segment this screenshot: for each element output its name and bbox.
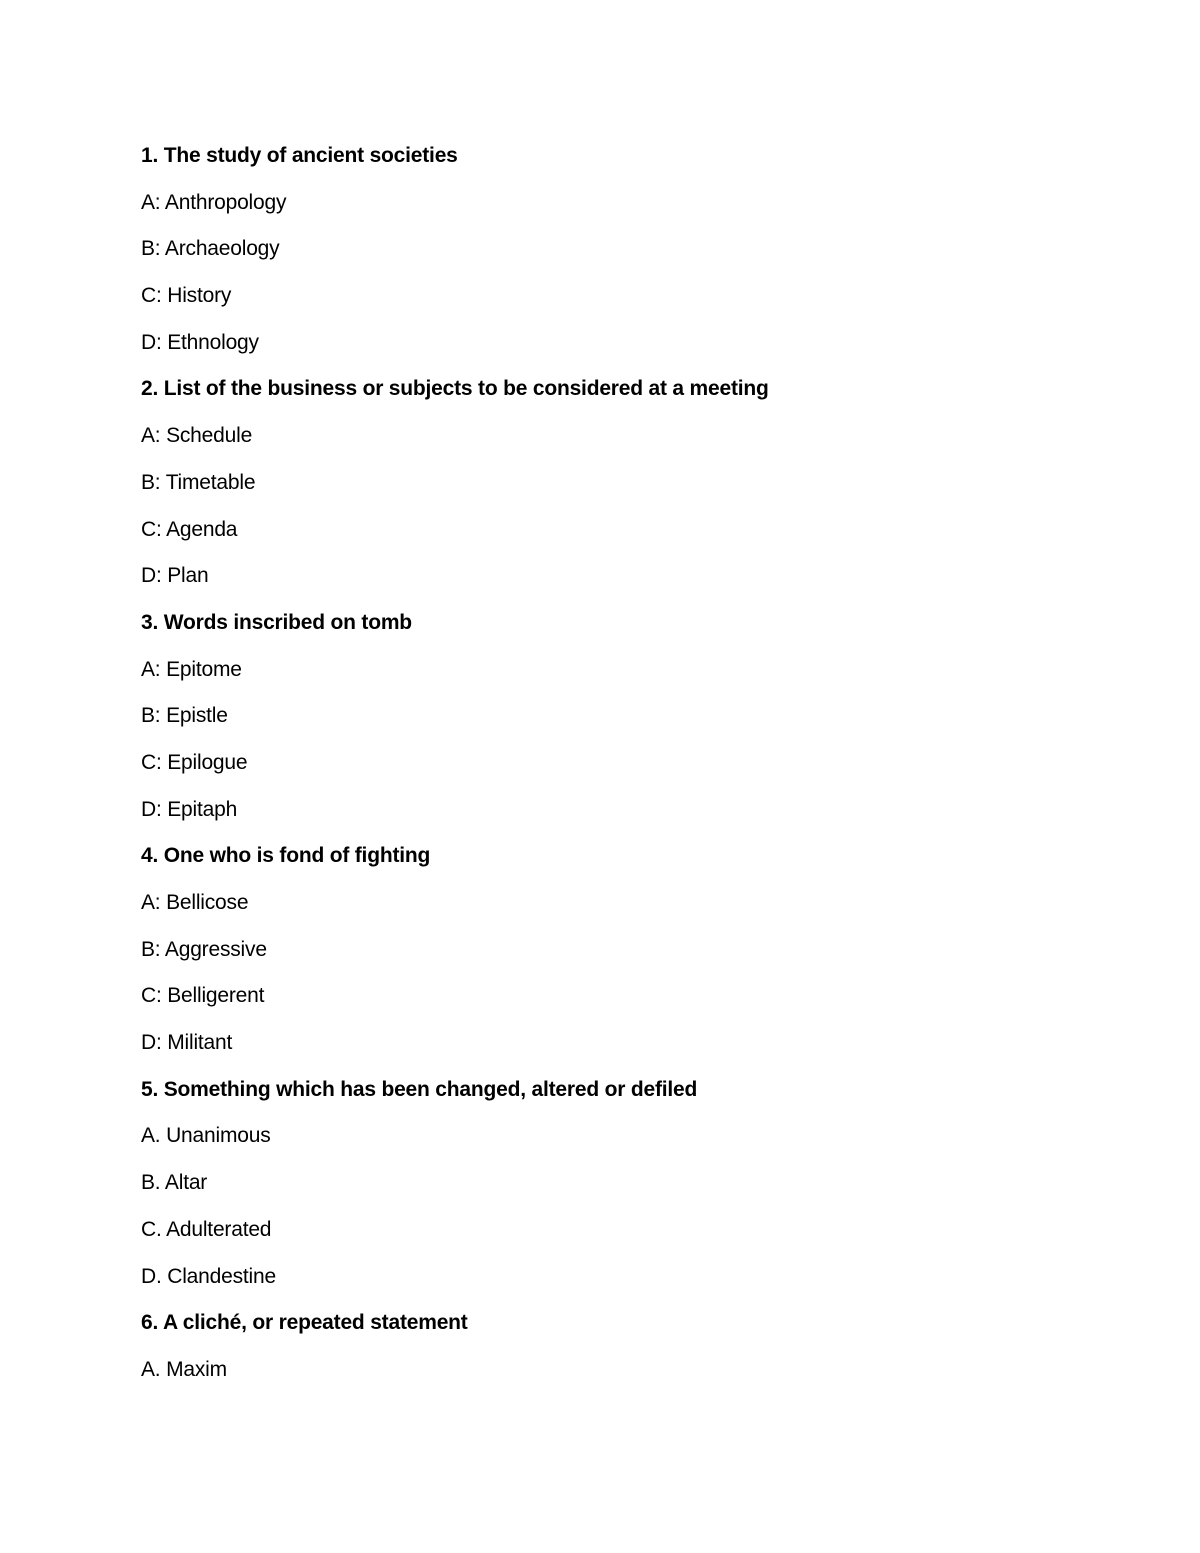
quiz-content <box>141 140 1101 1401</box>
question-4-option-c: C: Belligerent <box>141 984 265 1008</box>
question-5-option-d: D. Clandestine <box>141 1264 276 1288</box>
question-5-text: 5. Something which has been changed, altered or defiled <box>141 1077 698 1101</box>
question-3-option-a: A: Epitome <box>141 657 242 681</box>
question-6-text: 6. A cliché, or repeated statement <box>141 1311 468 1335</box>
question-3-option-c: C: Epilogue <box>141 750 248 774</box>
question-5-option-a: A. Unanimous <box>141 1124 271 1148</box>
question-1-option-b: B: Archaeology <box>141 237 280 261</box>
question-1-option-a: A: Anthropology <box>141 190 287 214</box>
question-2-option-c: C: Agenda <box>141 517 238 541</box>
question-2-option-a: A: Schedule <box>141 424 253 448</box>
question-4-option-a: A: Bellicose <box>141 891 249 914</box>
question-1-option-c: C: History <box>141 284 232 308</box>
question-4-option-b: B: Aggressive <box>141 937 267 961</box>
question-1-option-d: D: Ethnology <box>141 330 259 354</box>
question-5-option-c: C. Adulterated <box>141 1217 272 1241</box>
question-2-text: 2. List of the business or subjects to be considered at a meeting <box>141 377 769 401</box>
question-3-option-b: B: Epistle <box>141 704 228 728</box>
question-2-option-b: B: Timetable <box>141 470 256 494</box>
question-4-option-d: D: Militant <box>141 1031 233 1055</box>
question-4-text: 4. One who is fond of fighting <box>141 844 431 868</box>
question-3-text: 3. Words inscribed on tomb <box>141 610 412 634</box>
question-1-text: 1. The study of ancient societies <box>141 144 458 167</box>
question-2-option-d: D: Plan <box>141 564 209 588</box>
question-3-option-d: D: Epitaph <box>141 797 238 821</box>
question-6-option-a: A. Maxim <box>141 1357 227 1381</box>
question-5-option-b: B. Altar <box>141 1171 208 1195</box>
